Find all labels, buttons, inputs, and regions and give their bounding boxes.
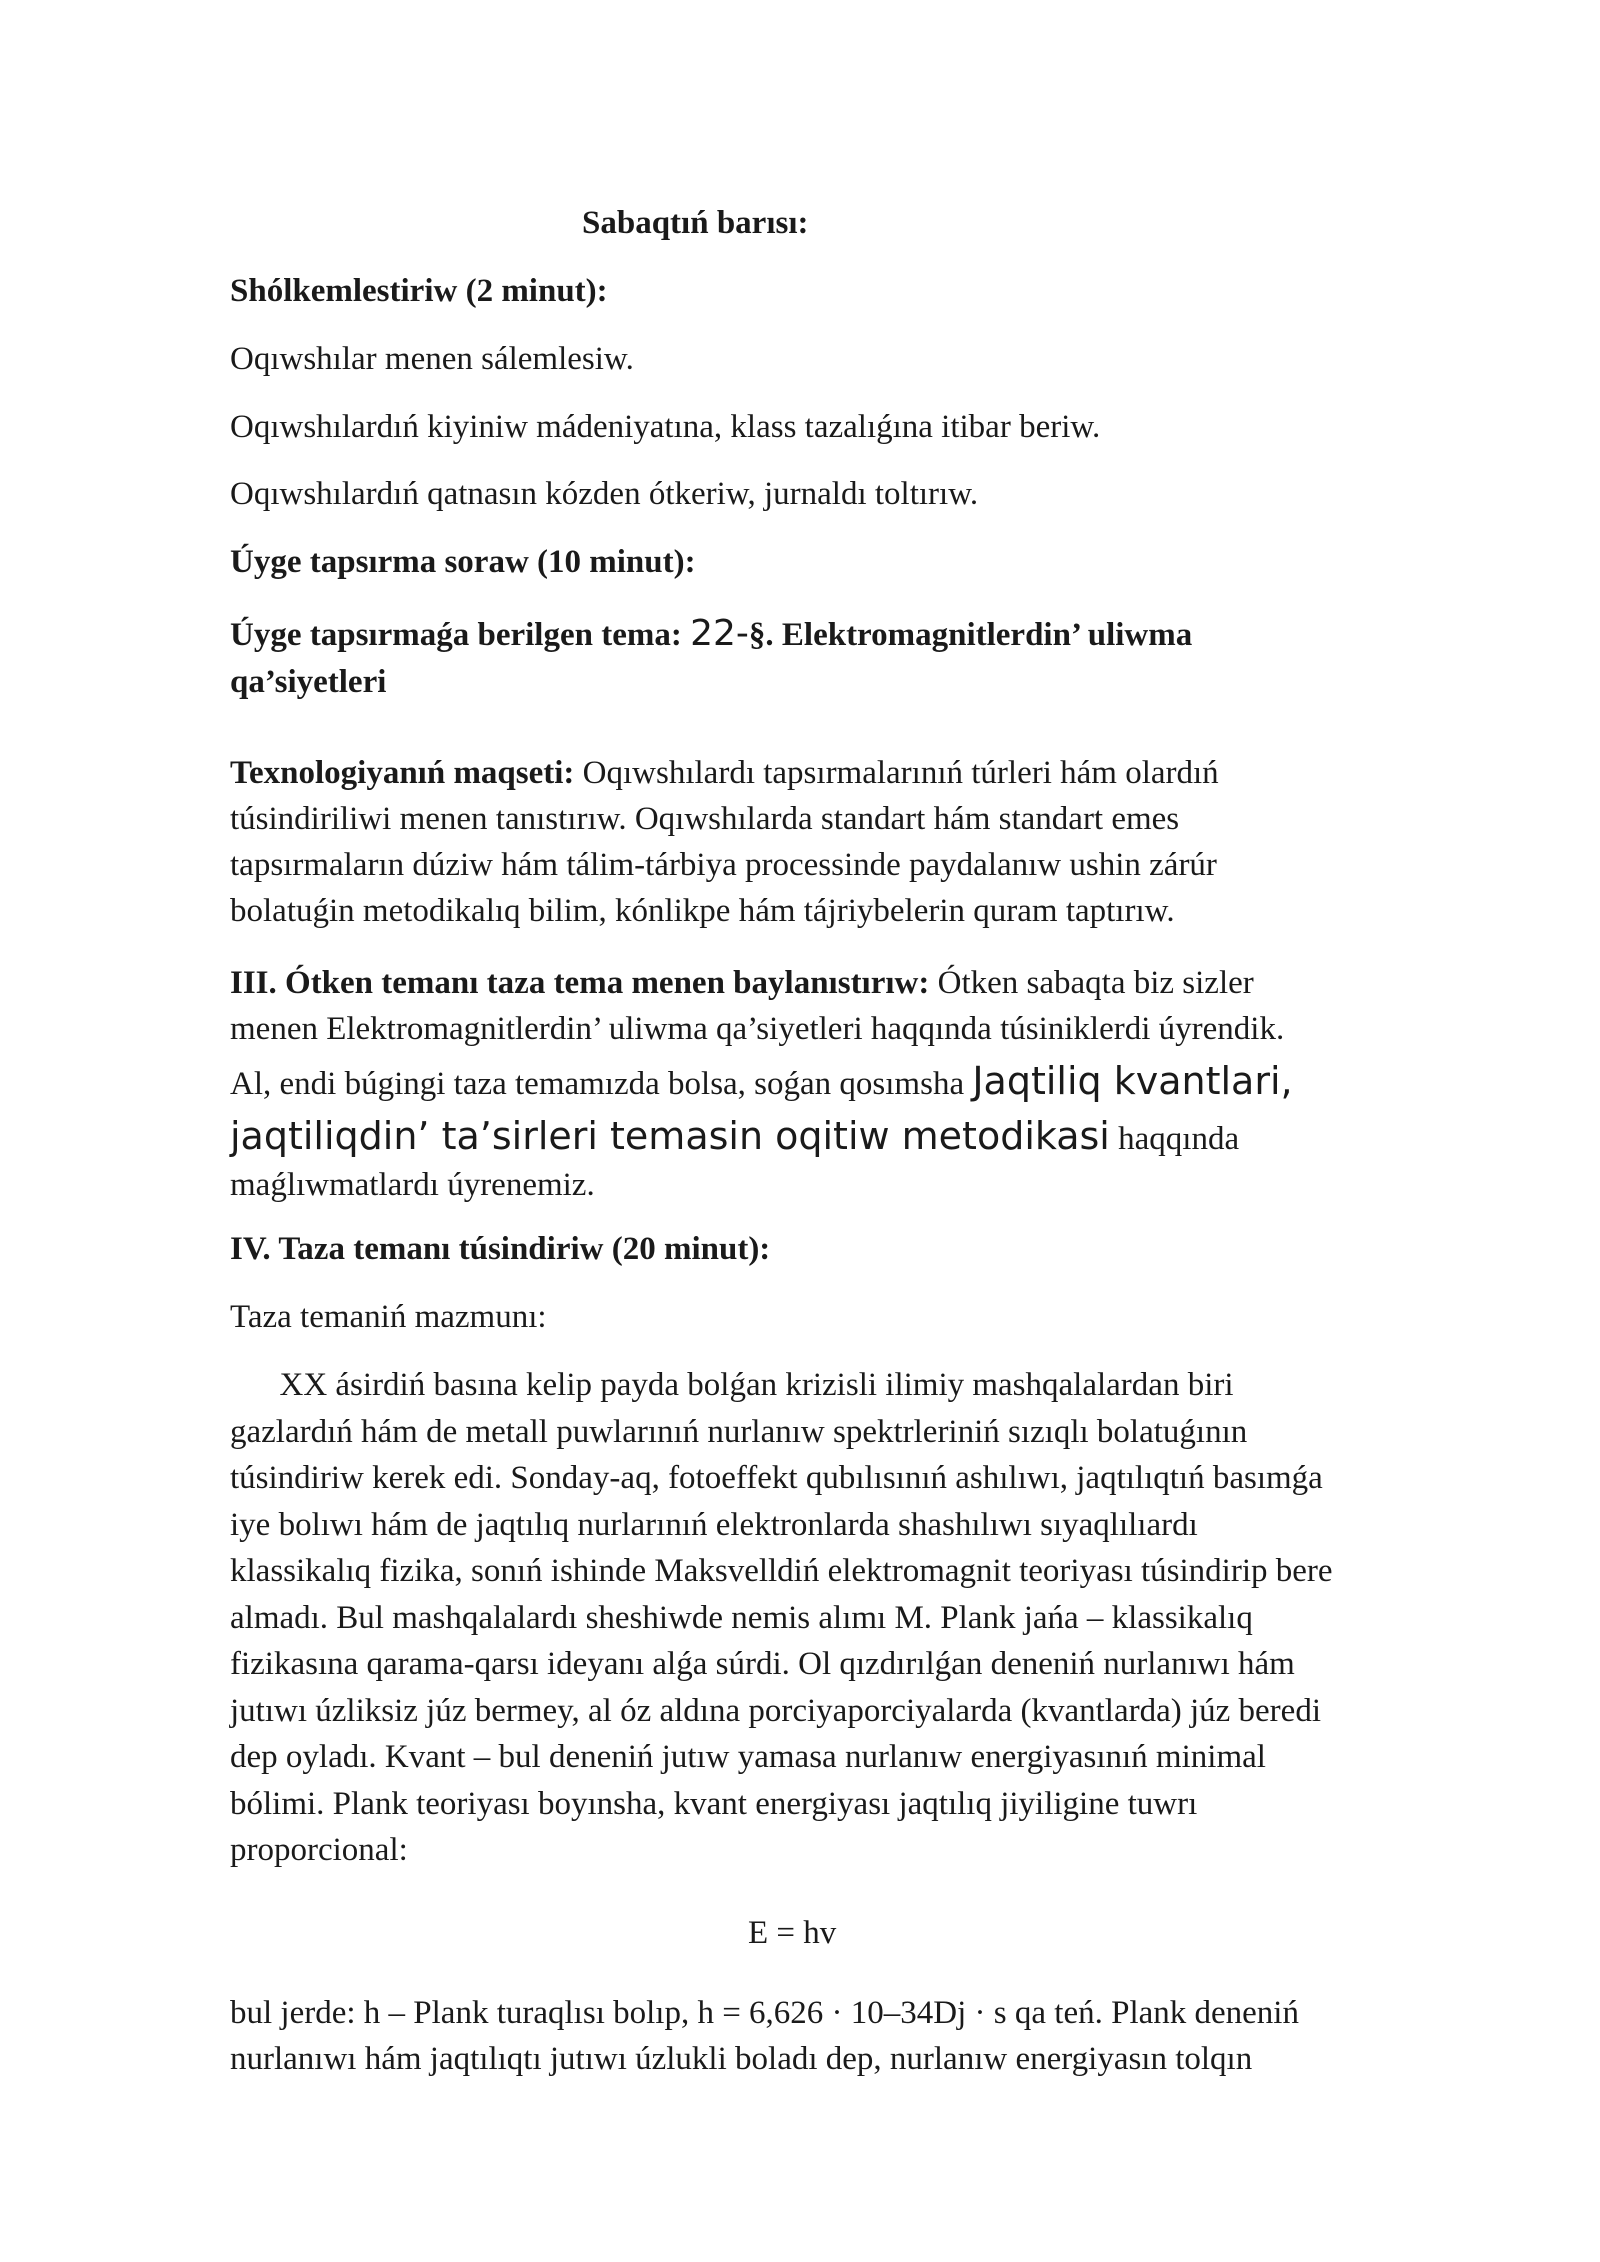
new-topic-title-cont: jaqtiliqdin’ ta’sirleri temasin oqitiw metodikasi <box>230 1114 1110 1158</box>
homework-topic-title-cont: qa’siyetleri <box>230 664 387 700</box>
planck-formula: E = hv <box>748 1915 837 1951</box>
link-text: Ótken sabaqta biz sizler <box>929 965 1254 1001</box>
homework-topic <box>230 610 1500 706</box>
org-item-greeting: Oqıwshılar menen sálemlesiw. <box>230 341 634 377</box>
org-heading: Shólkemlestiriw (2 minut): <box>230 273 608 309</box>
paragraph-line: gazlardıń hám de metall puwlarınıń nurlanıw spektrleriniń sızıqlı bolatuǵının <box>230 1413 1248 1450</box>
paragraph-line: túsindiriw kerek edi. Sonday-aq, fotoeffekt qubılısınıń ashılıwı, jaqtılıqtıń basımǵa <box>230 1460 1323 1496</box>
tech-goal-text: Oqıwshılardı tapsırmalarınıń túrleri hám olardıń <box>574 755 1219 791</box>
homework-topic-title: §. Elektromagnitlerdin’ uliwma <box>748 617 1193 653</box>
explain-heading: IV. Taza temanı túsindiriw (20 minut): <box>230 1231 771 1267</box>
link-paragraph <box>230 960 1293 1208</box>
tech-goal-label: Texnologiyanıń maqseti: <box>230 755 575 791</box>
paragraph-line: fizikasına qarama-qarsı ideyanı alǵa súrdi. Ol qızdırılǵan deneniń nurlanıwı hám <box>230 1646 1295 1682</box>
tech-goal-line: túsindiriliwi menen tanıstırıw. Oqıwshılarda standart hám standart emes <box>230 801 1180 837</box>
paragraph-line: jutıwı úzliksiz júz bermey, al óz aldına porciyaporciyalarda (kvantlarda) júz beredi <box>230 1692 1321 1729</box>
homework-topic-number: 22- <box>690 613 749 654</box>
homework-topic-prefix: Úyge tapsırmaǵa berilgen tema: <box>230 617 691 653</box>
paragraph-line: bul jerde: h – Plank turaqlısı bolıp, h = 6,626 · 10–34Dj · s qa teń. Plank deneniń <box>230 1995 1299 2031</box>
tech-goal-line: bolatuǵin metodikalıq bilim, kónlikpe hám tájriybelerin quram taptırıw. <box>230 893 1175 929</box>
link-line: maǵlıwmatlardı úyrenemiz. <box>230 1167 595 1203</box>
explain-paragraph <box>230 1362 1333 1874</box>
after-formula-paragraph <box>230 1990 1299 2082</box>
homework-heading: Úyge tapsırma soraw (10 minut): <box>230 544 696 580</box>
paragraph-line: klassikalıq fizika, sonıń ishinde Maksvelldiń elektromagnit teoriyası túsindirip bere <box>230 1553 1333 1589</box>
link-label: III. Ótken temanı taza tema menen baylanıstırıw: <box>230 965 930 1001</box>
tech-goal-paragraph <box>230 750 1219 934</box>
paragraph-line: dep oyladı. Kvant – bul deneniń jutıw yamasa nurlanıw energiyasınıń minimal <box>230 1739 1266 1775</box>
paragraph-line: bólimi. Plank teoriyası boyınsha, kvant energiyası jaqtılıq jiyiligine tuwrı <box>230 1785 1198 1822</box>
paragraph-line: almadı. Bul mashqalalardı sheshiwde nemis alımı M. Plank jańa – klassikalıq <box>230 1599 1253 1636</box>
link-line: haqqında <box>1109 1121 1240 1157</box>
paragraph-line: proporcional: <box>230 1832 408 1868</box>
tech-goal-line: tapsırmaların dúziw hám tálim-tárbiya processinde paydalanıw ushin zárúr <box>230 847 1217 883</box>
link-line: menen Elektromagnitlerdin’ uliwma qa’siyetleri haqqında túsiniklerdi úyrendik. <box>230 1011 1285 1047</box>
new-topic-title: Jaqtiliq kvantlari, <box>972 1059 1293 1103</box>
paragraph-line: nurlanıwı hám jaqtılıqtı jutıwı úzlukli boladı dep, nurlanıw energiyasın tolqın <box>230 2041 1253 2077</box>
paragraph-line: XX ásirdiń basına kelip payda bolǵan krizisli ilimiy mashqalalardan biri <box>230 1367 1234 1403</box>
org-item-attendance: Oqıwshılardıń qatnasın kózden ótkeriw, jurnaldı toltırıw. <box>230 476 979 512</box>
link-line: Al, endi búgingi taza temamızda bolsa, soǵan qosımsha <box>230 1066 973 1102</box>
org-item-culture: Oqıwshılardıń kiyiniw mádeniyatına, klass tazalıǵına itibar beriw. <box>230 409 1101 445</box>
paragraph-line: iye bolıwı hám de jaqtılıq nurlarınıń elektronlarda shashılıwı sıyaqlılıardı <box>230 1506 1198 1543</box>
explain-subtitle: Taza temaniń mazmunı: <box>230 1299 547 1335</box>
lesson-title: Sabaqtıń barısı: <box>582 205 809 241</box>
